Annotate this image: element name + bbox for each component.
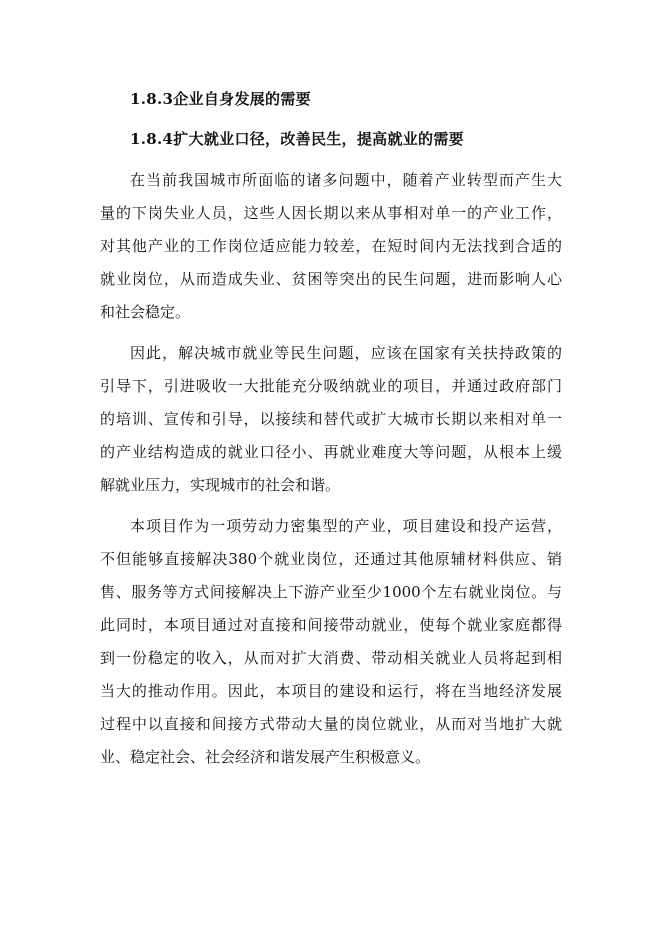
paragraph-line: 引导下，引进吸收一大批能充分吸纳就业的项目，并通过政府部门 bbox=[100, 377, 562, 395]
paragraph-line: 售、服务等方式间接解决上下游产业至少1000个左右就业岗位。与 bbox=[100, 583, 562, 601]
paragraph-project-employment bbox=[100, 510, 562, 774]
paragraph-line: 量的下岗失业人员，这些人因长期以来从事相对单一的产业工作， bbox=[100, 204, 562, 222]
paragraph-urban-unemployment bbox=[100, 164, 562, 329]
paragraph-line: 就业岗位，从而造成失业、贫困等突出的民生问题，进而影响人心 bbox=[100, 270, 562, 288]
paragraph-line: 因此，解决城市就业等民生问题，应该在国家有关扶持政策的 bbox=[130, 344, 562, 362]
paragraph-line: 的培训、宣传和引导，以接续和替代或扩大城市长期以来相对单一 bbox=[100, 410, 562, 428]
paragraph-line: 和社会稳定。 bbox=[100, 303, 191, 321]
paragraph-line: 当大的推动作用。因此，本项目的建设和运行，将在当地经济发展 bbox=[100, 682, 562, 700]
paragraph-line: 到一份稳定的收入，从而对扩大消费、带动相关就业人员将起到相 bbox=[100, 649, 562, 667]
paragraph-line: 在当前我国城市所面临的诸多问题中，随着产业转型而产生大 bbox=[130, 171, 562, 189]
paragraph-line: 此同时，本项目通过对直接和间接带动就业，使每个就业家庭都得 bbox=[100, 616, 562, 634]
paragraph-line: 对其他产业的工作岗位适应能力较差，在短时间内无法找到合适的 bbox=[100, 237, 562, 255]
paragraph-line: 业、稳定社会、社会经济和谐发展产生积极意义。 bbox=[100, 748, 431, 766]
paragraph-line: 本项目作为一项劳动力密集型的产业，项目建设和投产运营， bbox=[130, 517, 562, 535]
section-heading-1-8-3: 1.8.3企业自身发展的需要 bbox=[130, 90, 311, 108]
section-heading-1-8-4: 1.8.4扩大就业口径，改善民生，提高就业的需要 bbox=[130, 130, 464, 148]
paragraph-line: 不但能够直接解决380个就业岗位，还通过其他原辅材料供应、销 bbox=[100, 550, 562, 568]
paragraph-line: 解就业压力，实现城市的社会和谐。 bbox=[100, 476, 341, 494]
paragraph-policy-solution bbox=[100, 337, 562, 502]
paragraph-line: 的产业结构造成的就业口径小、再就业难度大等问题，从根本上缓 bbox=[100, 443, 562, 461]
paragraph-line: 过程中以直接和间接方式带动大量的岗位就业，从而对当地扩大就 bbox=[100, 715, 562, 733]
